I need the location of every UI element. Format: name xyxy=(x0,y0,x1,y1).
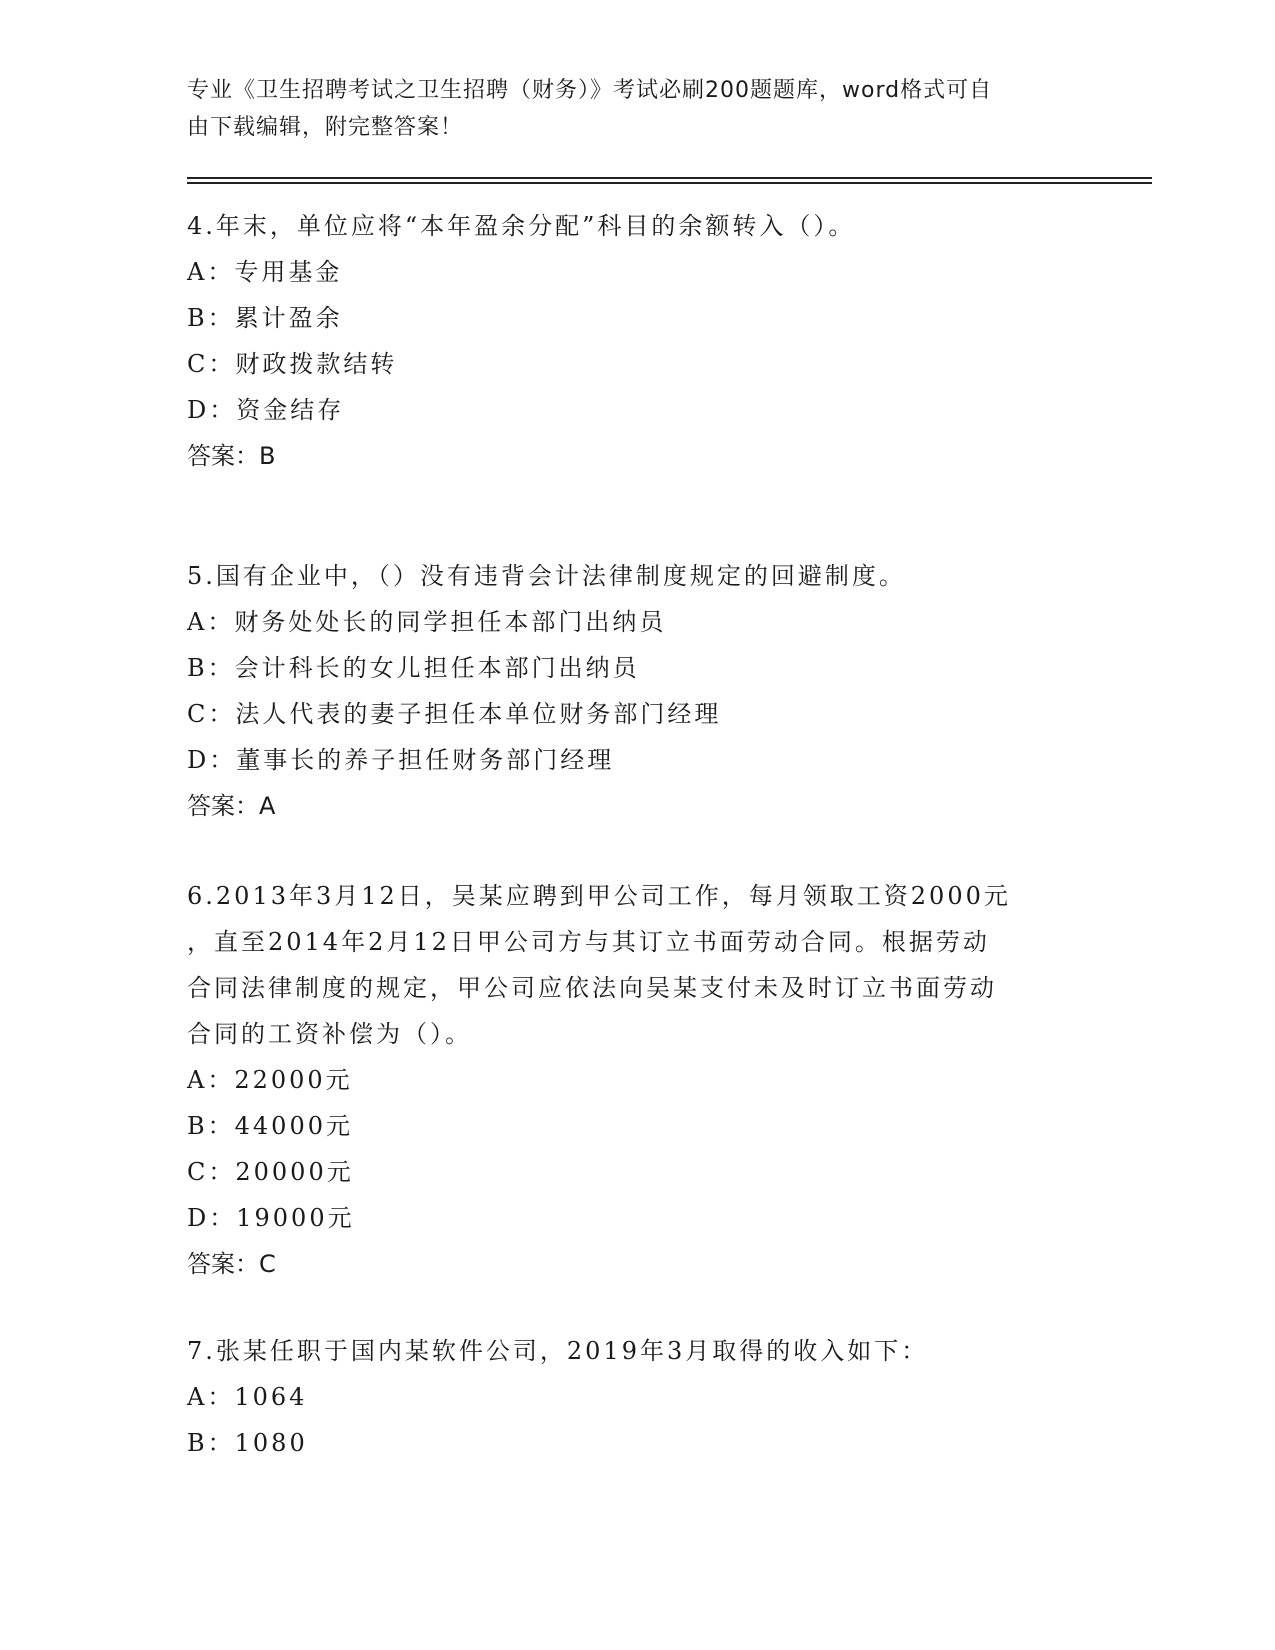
question-7 xyxy=(187,1328,1067,1466)
header-line-2: 由下载编辑，附完整答案！ xyxy=(187,115,464,140)
option-a: A：专用基金 xyxy=(187,258,343,286)
document-header xyxy=(187,72,1067,146)
option-a: A：财务处处长的同学担任本部门出纳员 xyxy=(187,608,667,636)
question-6 xyxy=(187,873,1067,1287)
option-b: B：会计科长的女儿担任本部门出纳员 xyxy=(187,654,640,682)
option-b: B：累计盈余 xyxy=(187,304,343,332)
option-a: A：22000元 xyxy=(187,1066,353,1094)
question-stem: 7.张某任职于国内某软件公司，2019年3月取得的收入如下： xyxy=(187,1337,929,1365)
answer-line: 答案：C xyxy=(187,1250,276,1278)
header-divider-bottom xyxy=(187,182,1152,184)
option-d: D：资金结存 xyxy=(187,396,345,424)
option-b: B：1080 xyxy=(187,1429,308,1457)
question-4 xyxy=(187,203,1067,479)
option-a: A：1064 xyxy=(187,1383,308,1411)
header-line-1: 专业《卫生招聘考试之卫生招聘（财务）》考试必刷200题题库，word格式可自 xyxy=(187,78,993,103)
option-c: C：20000元 xyxy=(187,1158,354,1186)
answer-line: 答案：B xyxy=(187,442,276,470)
question-stem: 5.国有企业中，（）没有违背会计法律制度规定的回避制度。 xyxy=(187,562,906,590)
question-stem-line-4: 合同的工资补偿为（）。 xyxy=(187,1020,472,1048)
question-stem: 4.年末，单位应将“本年盈余分配”科目的余额转入（）。 xyxy=(187,212,856,240)
option-c: C：法人代表的妻子担任本单位财务部门经理 xyxy=(187,700,722,728)
question-stem-line-1: 6.2013年3月12日，吴某应聘到甲公司工作，每月领取工资2000元 xyxy=(187,882,1011,910)
question-5 xyxy=(187,553,1067,829)
option-d: D：董事长的养子担任财务部门经理 xyxy=(187,746,615,774)
answer-line: 答案：A xyxy=(187,792,276,820)
option-b: B：44000元 xyxy=(187,1112,353,1140)
header-divider-top xyxy=(187,177,1152,179)
option-c: C：财政拨款结转 xyxy=(187,350,398,378)
question-stem-line-2: ，直至2014年2月12日甲公司方与其订立书面劳动合同。根据劳动 xyxy=(187,928,990,956)
question-stem-line-3: 合同法律制度的规定，甲公司应依法向吴某支付未及时订立书面劳动 xyxy=(187,974,997,1002)
option-d: D：19000元 xyxy=(187,1204,355,1232)
